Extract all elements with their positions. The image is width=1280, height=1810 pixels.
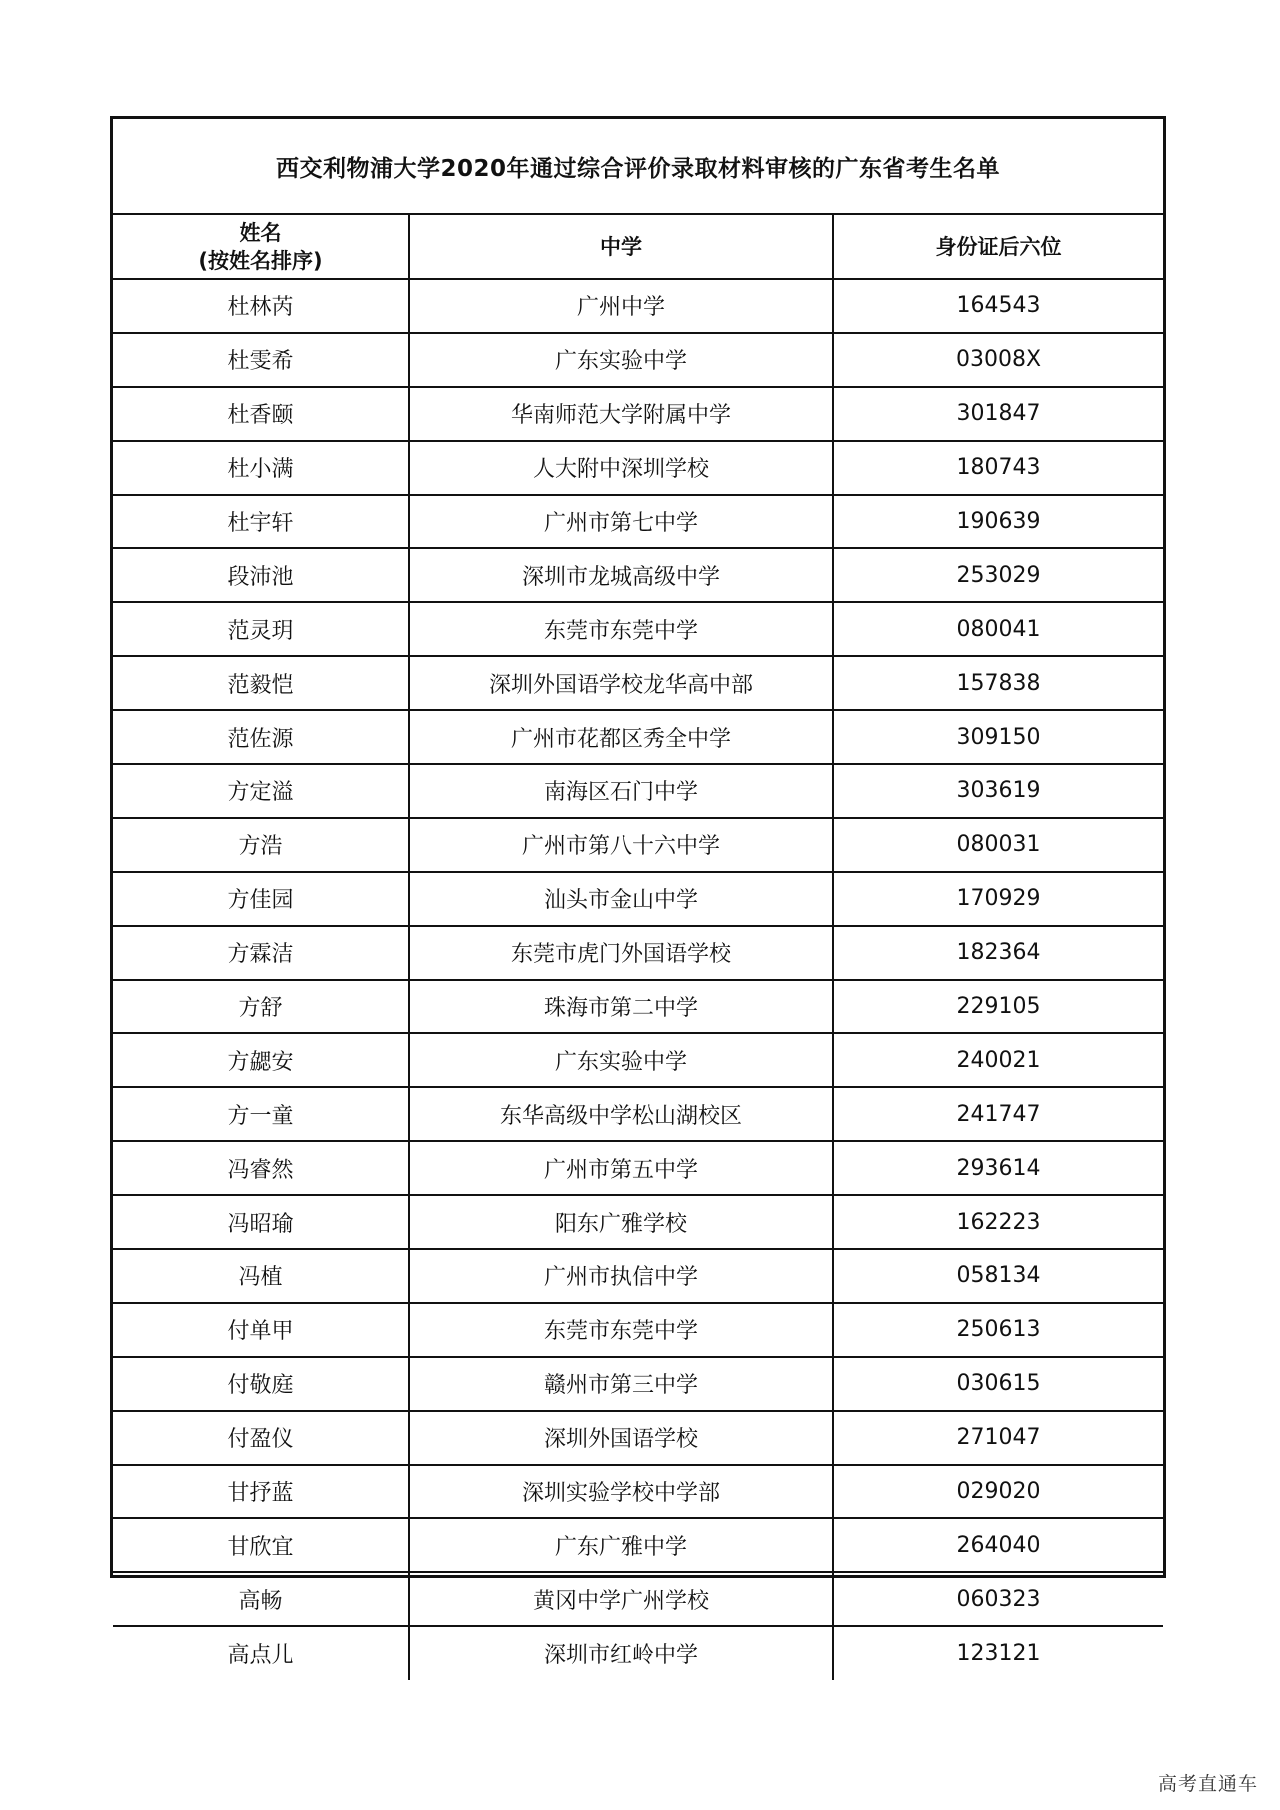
id-suffix-cell: 250613 — [833, 1303, 1163, 1357]
student-name-cell: 杜雯希 — [113, 333, 409, 387]
id-suffix-cell: 058134 — [833, 1249, 1163, 1303]
table-row — [113, 818, 1163, 872]
table-row — [113, 980, 1163, 1034]
id-suffix-cell: 182364 — [833, 926, 1163, 980]
school-cell: 南海区石门中学 — [409, 764, 833, 818]
id-suffix-cell: 240021 — [833, 1033, 1163, 1087]
student-name-cell: 杜宇轩 — [113, 495, 409, 549]
id-suffix-cell: 170929 — [833, 872, 1163, 926]
table-row — [113, 926, 1163, 980]
table-row — [113, 1033, 1163, 1087]
id-suffix-cell: 123121 — [956, 1641, 1041, 1667]
id-suffix-cell: 164543 — [833, 279, 1163, 333]
school-cell: 深圳实验学校中学部 — [409, 1465, 833, 1519]
school-cell: 赣州市第三中学 — [409, 1357, 833, 1411]
table-row — [113, 495, 1163, 549]
table-row — [113, 1249, 1163, 1303]
school-cell: 阳东广雅学校 — [409, 1195, 833, 1249]
school-cell: 广州市花都区秀全中学 — [409, 710, 833, 764]
table-row — [113, 1357, 1163, 1411]
school-cell: 深圳外国语学校龙华高中部 — [409, 656, 833, 710]
student-name-cell: 付盈仪 — [113, 1411, 409, 1465]
student-name-cell: 方霖洁 — [113, 926, 409, 980]
table-row — [113, 872, 1163, 926]
id-suffix-cell: 303619 — [833, 764, 1163, 818]
id-suffix-cell: 301847 — [833, 387, 1163, 441]
document-title: 西交利物浦大学2020年通过综合评价录取材料审核的广东省考生名单 — [275, 155, 1000, 182]
id-suffix-cell: 309150 — [833, 710, 1163, 764]
student-name-cell: 范毅恺 — [113, 656, 409, 710]
student-name-cell: 高畅 — [113, 1572, 409, 1626]
school-cell: 广东实验中学 — [409, 333, 833, 387]
id-column-header: 身份证后六位 — [833, 215, 1163, 279]
student-name-cell: 杜香颐 — [113, 387, 409, 441]
school-cell: 东莞市东莞中学 — [409, 1303, 833, 1357]
student-name-cell: 甘抒蓝 — [113, 1465, 409, 1519]
school-cell: 广州市第五中学 — [409, 1141, 833, 1195]
name-column-header — [113, 215, 409, 279]
table-row — [113, 764, 1163, 818]
title-row — [113, 119, 1163, 215]
table-row — [113, 1087, 1163, 1141]
school-cell: 深圳市龙城高级中学 — [409, 548, 833, 602]
watermark-text: 高考直通车 — [1157, 1773, 1258, 1795]
table-row — [113, 1195, 1163, 1249]
table-header-row — [113, 215, 1163, 279]
id-suffix-cell: 253029 — [833, 548, 1163, 602]
student-name-cell: 方舒 — [113, 980, 409, 1034]
school-cell: 东莞市东莞中学 — [409, 602, 833, 656]
table-row — [113, 710, 1163, 764]
school-column-header: 中学 — [409, 215, 833, 279]
id-suffix-cell: 03008X — [833, 333, 1163, 387]
id-suffix-cell: 180743 — [833, 441, 1163, 495]
id-suffix-cell: 080041 — [833, 602, 1163, 656]
id-suffix-cell: 162223 — [833, 1195, 1163, 1249]
student-name-cell: 付单甲 — [113, 1303, 409, 1357]
table-row — [113, 1465, 1163, 1519]
table-row — [113, 279, 1163, 333]
school-cell: 华南师范大学附属中学 — [409, 387, 833, 441]
school-cell: 广东广雅中学 — [409, 1518, 833, 1572]
id-suffix-cell: 293614 — [833, 1141, 1163, 1195]
id-suffix-cell: 241747 — [833, 1087, 1163, 1141]
student-name-cell: 甘欣宜 — [113, 1518, 409, 1572]
name-header-sort-note: (按姓名排序) — [198, 248, 323, 273]
student-name-cell: 杜林芮 — [113, 279, 409, 333]
id-suffix-cell: 271047 — [833, 1411, 1163, 1465]
table-row — [113, 548, 1163, 602]
table-row — [113, 441, 1163, 495]
admission-list-document — [110, 116, 1166, 1669]
school-cell: 广州市执信中学 — [409, 1249, 833, 1303]
table-row — [113, 387, 1163, 441]
table-row — [113, 1303, 1163, 1357]
id-suffix-cell: 030615 — [833, 1357, 1163, 1411]
student-name-cell: 方佳园 — [113, 872, 409, 926]
school-cell: 深圳外国语学校 — [409, 1411, 833, 1465]
id-suffix-cell: 264040 — [833, 1518, 1163, 1572]
student-name-cell: 方勰安 — [113, 1033, 409, 1087]
table-row — [113, 1141, 1163, 1195]
school-cell: 东莞市虎门外国语学校 — [409, 926, 833, 980]
student-name-cell: 方一童 — [113, 1087, 409, 1141]
school-cell: 汕头市金山中学 — [409, 872, 833, 926]
school-cell: 广州中学 — [409, 279, 833, 333]
school-cell: 黄冈中学广州学校 — [409, 1572, 833, 1626]
school-cell: 人大附中深圳学校 — [409, 441, 833, 495]
student-name-cell: 冯睿然 — [113, 1141, 409, 1195]
student-name-cell: 范灵玥 — [113, 602, 409, 656]
name-header-label: 姓名 — [239, 220, 282, 245]
id-suffix-cell: 157838 — [833, 656, 1163, 710]
id-suffix-cell: 060323 — [833, 1572, 1163, 1626]
student-name-cell: 冯昭瑜 — [113, 1195, 409, 1249]
id-suffix-cell: 029020 — [833, 1465, 1163, 1519]
table-row — [113, 1411, 1163, 1465]
id-suffix-cell: 229105 — [833, 980, 1163, 1034]
student-name-cell: 高点儿 — [113, 1626, 409, 1680]
table-row — [113, 1626, 1163, 1680]
school-cell: 珠海市第二中学 — [409, 980, 833, 1034]
table-body — [113, 279, 1163, 1680]
student-name-cell: 范佐源 — [113, 710, 409, 764]
school-cell: 深圳市红岭中学 — [409, 1626, 833, 1680]
student-name-cell: 付敬庭 — [113, 1357, 409, 1411]
id-suffix-cell: 190639 — [833, 495, 1163, 549]
school-cell: 东华高级中学松山湖校区 — [409, 1087, 833, 1141]
student-name-cell: 段沛池 — [113, 548, 409, 602]
table-row — [113, 1572, 1163, 1626]
school-cell: 广东实验中学 — [409, 1033, 833, 1087]
candidate-table — [113, 215, 1163, 1680]
student-name-cell: 方浩 — [113, 818, 409, 872]
table-row — [113, 333, 1163, 387]
table-row — [113, 1518, 1163, 1572]
id-suffix-cell: 080031 — [833, 818, 1163, 872]
student-name-cell: 方定溢 — [113, 764, 409, 818]
school-cell: 广州市第八十六中学 — [409, 818, 833, 872]
student-name-cell: 杜小满 — [113, 441, 409, 495]
table-row — [113, 656, 1163, 710]
student-name-cell: 冯植 — [113, 1249, 409, 1303]
school-cell: 广州市第七中学 — [409, 495, 833, 549]
table-row — [113, 602, 1163, 656]
